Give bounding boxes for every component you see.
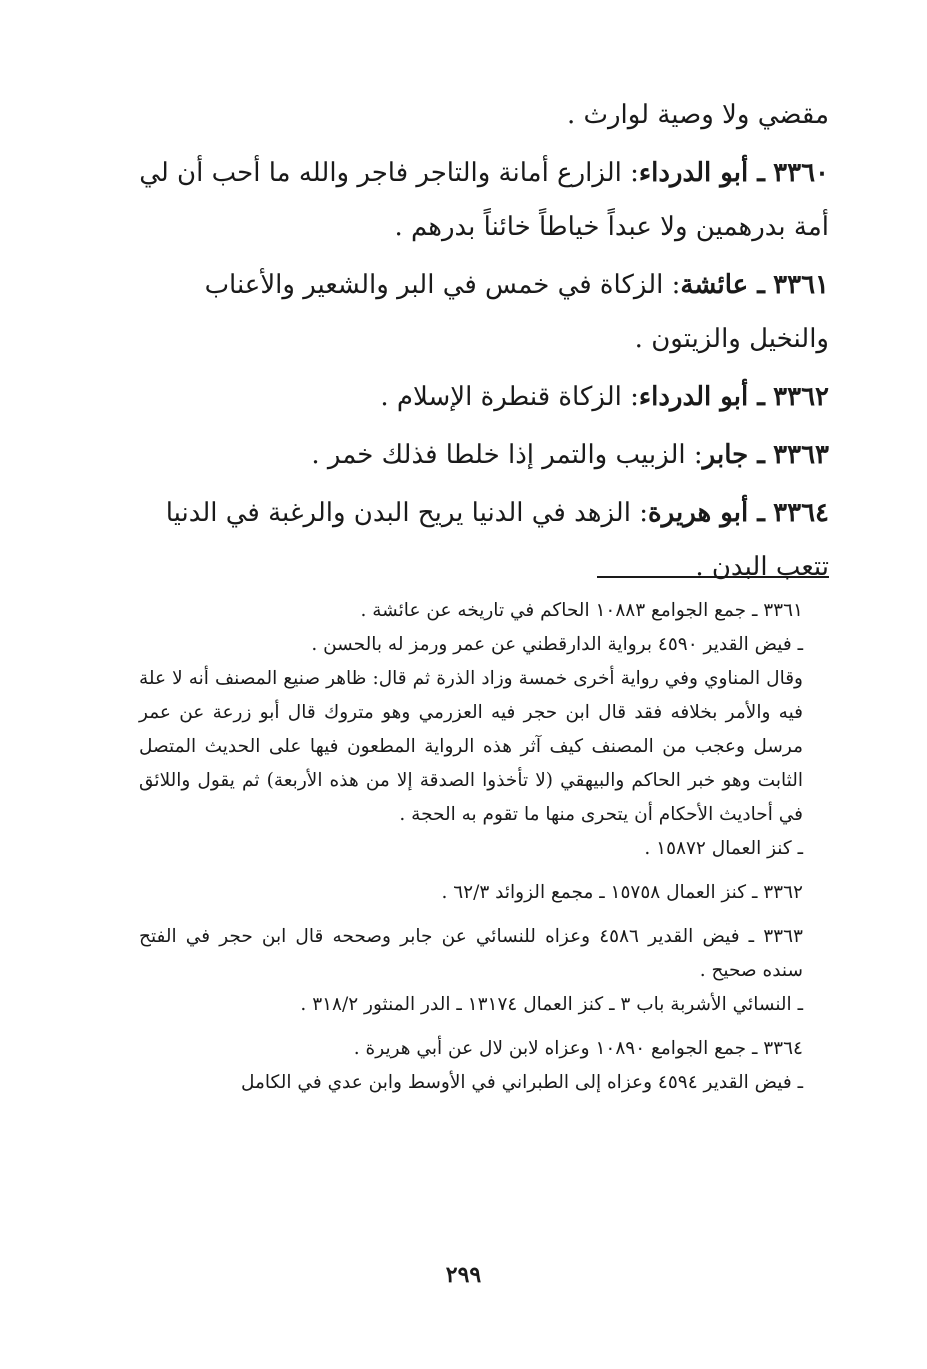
- entry-text: الزهد في الدنيا يريح البدن والرغبة في الدنيا تتعب البدن .: [165, 498, 829, 582]
- entry-number: ٣٣٦٠: [773, 158, 829, 188]
- entry-text: الزبيب والتمر إذا خلطا فذلك خمر .: [311, 440, 686, 470]
- footnote-line: ٣٣٦٤ ـ جمع الجوامع ١٠٨٩٠ وعزاه لابن لال عن أبي هريرة .: [353, 1038, 803, 1059]
- footnotes: [139, 594, 829, 1100]
- entry-number: ٣٣٦٢: [773, 382, 829, 412]
- entry-narrator: أبو الدرداء: [638, 158, 749, 188]
- footnote-divider: [597, 576, 829, 578]
- continuation-line: مقضي ولا وصية لوارث .: [566, 100, 829, 130]
- footnote-line: ـ النسائي الأشربة باب ٣ ـ كنز العمال ١٣١٧٤ ـ الدر المنثور ٣١٨/٢ .: [300, 994, 803, 1015]
- entry-narrator: أبو الدرداء: [638, 382, 749, 412]
- footnote-line: ـ فيض القدير ٤٥٩٠ برواية الدارقطني عن عمر ورمز له بالحسن .: [311, 634, 803, 655]
- hadith-entry: ٣٣٦٢ ـ أبو الدرداء: الزكاة قنطرة الإسلام .: [380, 382, 829, 412]
- entry-number: ٣٣٦٣: [773, 440, 829, 470]
- hadith-entry: ٣٣٦١ ـ عائشة: الزكاة في خمس في البر والشعير والأعناب والنخيل والزيتون .: [204, 270, 829, 354]
- footnote-line: ٣٣٦٣ ـ فيض القدير ٤٥٨٦ وعزاه للنسائي عن جابر وصححه قال ابن حجر في الفتح سنده صحيح .: [139, 926, 803, 981]
- entry-text: الزارع أمانة والتاجر فاجر والله ما أحب أن لي أمة بدرهمين ولا عبداً خياطاً خائناً بدرهم .: [139, 158, 829, 242]
- entry-narrator: أبو هريرة: [647, 498, 749, 528]
- page-number: ٢٩٩: [445, 1262, 482, 1288]
- main-text: [139, 88, 829, 594]
- entry-number: ٣٣٦١: [773, 270, 829, 300]
- entry-number: ٣٣٦٤: [773, 498, 829, 528]
- hadith-entry: ٣٣٦٣ ـ جابر: الزبيب والتمر إذا خلطا فذلك خمر .: [311, 440, 829, 470]
- footnote-line: ـ كنز العمال ١٥٨٧٢ .: [644, 838, 803, 859]
- footnote-line: وقال المناوي وفي رواية أخرى خمسة وزاد الذرة ثم قال: ظاهر صنيع المصنف أنه لا علة فيه والأمر بخلافه فقد قال ابن حجر فيه العزرمي وهو متروك قال أبو زرعة عن عمر مرسل وعجب من المصنف كيف آثر هذه الرواية المطعون فيها على الحديث المتصل الثابت وهو خبر الحاكم والبيهقي (لا تأخذوا الصدقة إلا من هذه الأربعة) ثم يقول واللائق في أحاديث الأحكام أن يتحرى منها ما تقوم به الحجة .: [139, 668, 803, 825]
- hadith-entry: ٣٣٦٤ ـ أبو هريرة: الزهد في الدنيا يريح البدن والرغبة في الدنيا تتعب البدن .: [165, 498, 829, 582]
- hadith-entry: ٣٣٦٠ ـ أبو الدرداء: الزارع أمانة والتاجر فاجر والله ما أحب أن لي أمة بدرهمين ولا عبداً خياطاً خائناً بدرهم .: [139, 158, 829, 242]
- entry-text: الزكاة في خمس في البر والشعير والأعناب والنخيل والزيتون .: [204, 270, 829, 354]
- footnote-line: ـ فيض القدير ٤٥٩٤ وعزاه إلى الطبراني في الأوسط وابن عدي في الكامل: [241, 1072, 803, 1093]
- footnote-line: ٣٣٦١ ـ جمع الجوامع ١٠٨٨٣ الحاكم في تاريخه عن عائشة .: [360, 600, 803, 621]
- footnote-line: ٣٣٦٢ ـ كنز العمال ١٥٧٥٨ ـ مجمع الزوائد ٦٢/٣ .: [441, 882, 803, 903]
- entry-narrator: عائشة: [680, 270, 749, 300]
- entry-text: الزكاة قنطرة الإسلام .: [380, 382, 622, 412]
- entry-narrator: جابر: [702, 440, 749, 470]
